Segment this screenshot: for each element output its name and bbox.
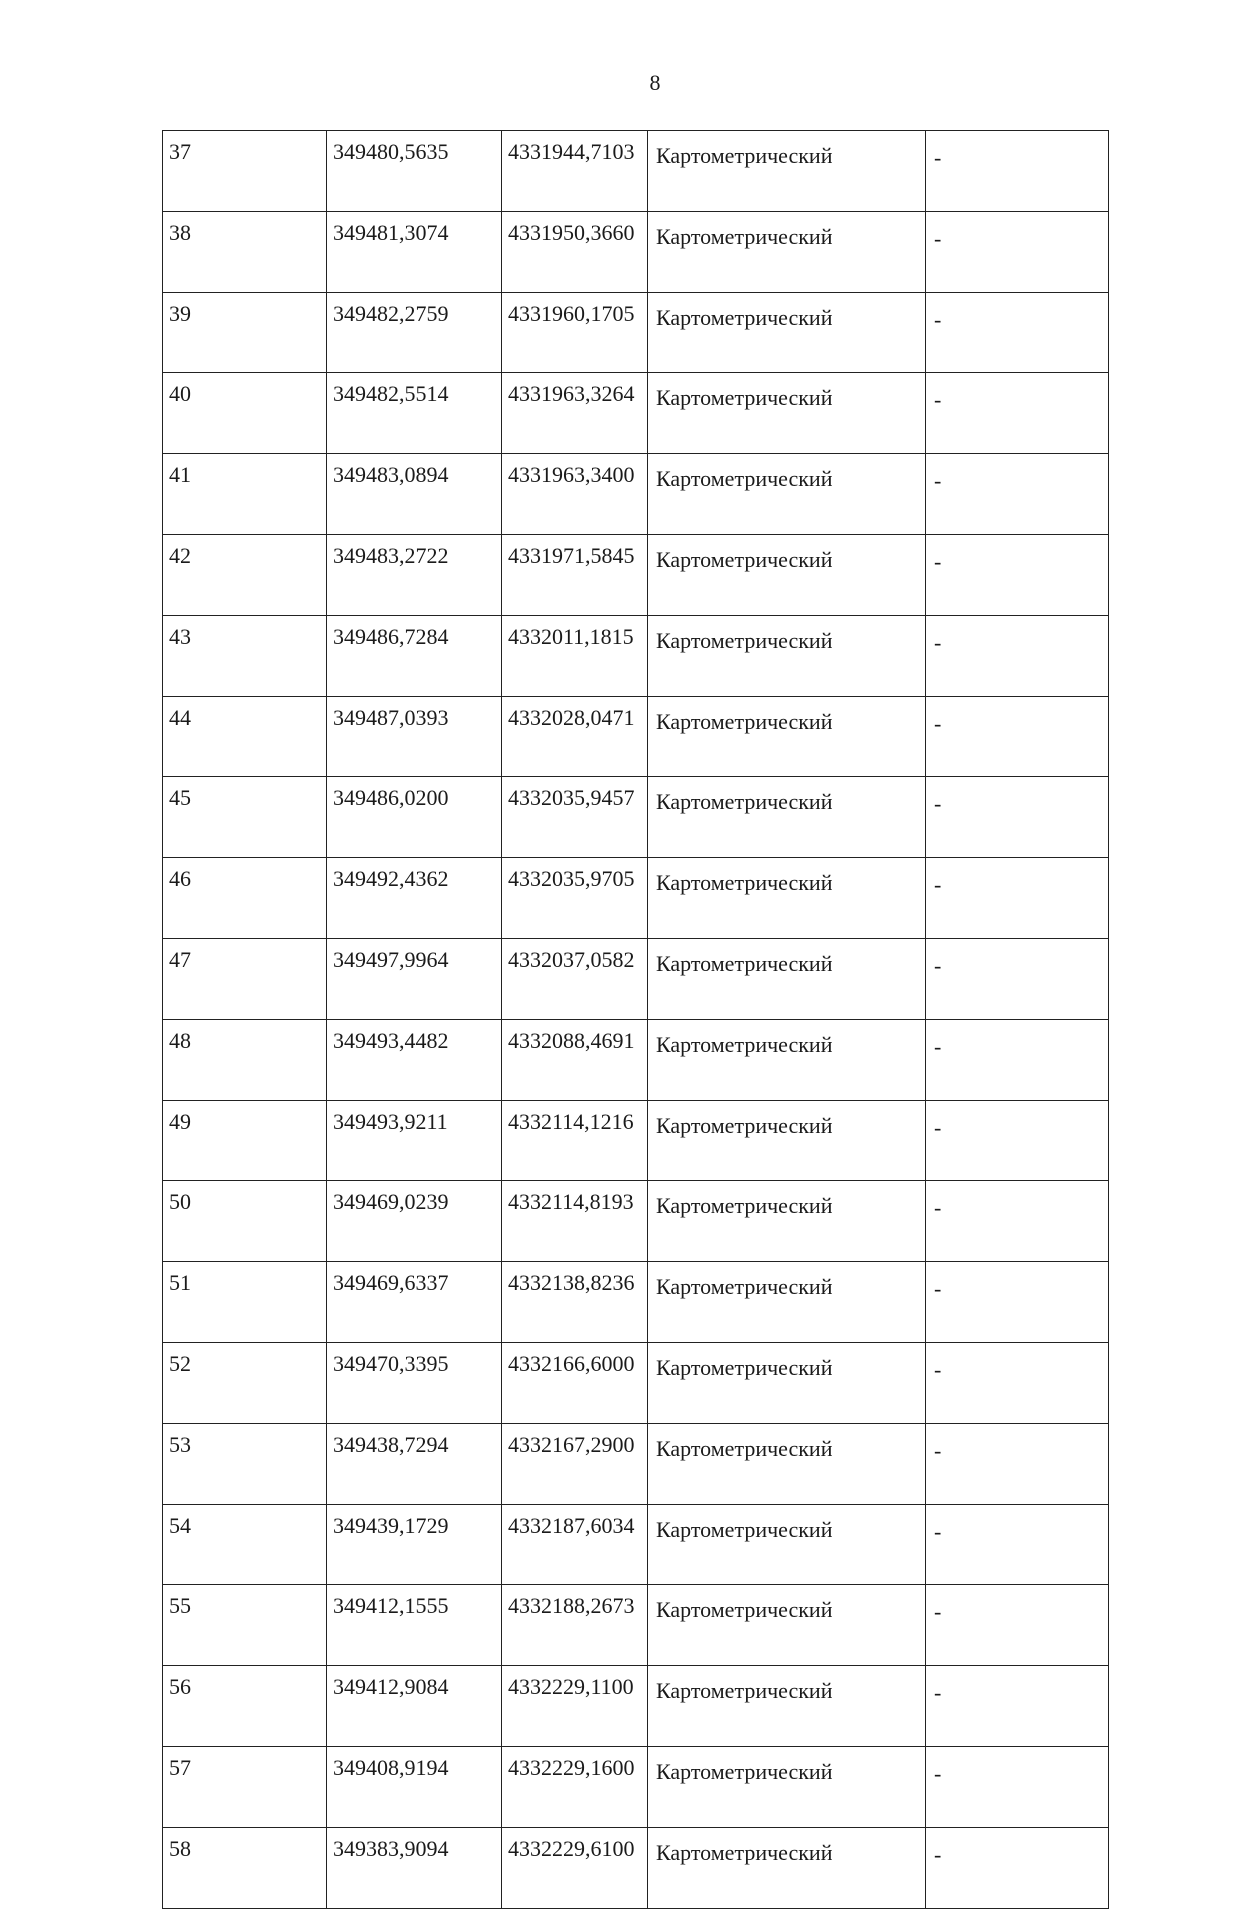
- table-row: [163, 292, 1109, 373]
- y-coordinate-cell: 4332229,6100: [502, 1827, 648, 1908]
- method-cell: Картометрический: [648, 211, 926, 292]
- y-coordinate-cell: 4332166,6000: [502, 1342, 648, 1423]
- x-coordinate-cell: 349480,5635: [327, 131, 502, 212]
- method-cell: Картометрический: [648, 1746, 926, 1827]
- note-cell: -: [926, 1585, 1109, 1666]
- y-coordinate-cell: 4332028,0471: [502, 696, 648, 777]
- x-coordinate-cell: 349469,0239: [327, 1181, 502, 1262]
- method-cell: Картометрический: [648, 1585, 926, 1666]
- y-coordinate-cell: 4332167,2900: [502, 1423, 648, 1504]
- method-cell: Картометрический: [648, 1423, 926, 1504]
- y-coordinate-cell: 4332035,9457: [502, 777, 648, 858]
- x-coordinate-cell: 349486,0200: [327, 777, 502, 858]
- point-number-cell: 55: [163, 1585, 327, 1666]
- table-row: [163, 1504, 1109, 1585]
- x-coordinate-cell: 349469,6337: [327, 1262, 502, 1343]
- point-number-cell: 53: [163, 1423, 327, 1504]
- x-coordinate-cell: 349493,4482: [327, 1019, 502, 1100]
- point-number-cell: 49: [163, 1100, 327, 1181]
- note-cell: -: [926, 777, 1109, 858]
- point-number-cell: 56: [163, 1666, 327, 1747]
- note-cell: -: [926, 373, 1109, 454]
- point-number-cell: 38: [163, 211, 327, 292]
- note-cell: -: [926, 131, 1109, 212]
- method-cell: Картометрический: [648, 131, 926, 212]
- x-coordinate-cell: 349481,3074: [327, 211, 502, 292]
- y-coordinate-cell: 4332229,1100: [502, 1666, 648, 1747]
- coordinates-table-body: [163, 131, 1109, 1909]
- method-cell: Картометрический: [648, 615, 926, 696]
- method-cell: Картометрический: [648, 1827, 926, 1908]
- method-cell: Картометрический: [648, 1666, 926, 1747]
- page-number: 8: [649, 70, 661, 95]
- method-cell: Картометрический: [648, 777, 926, 858]
- note-cell: -: [926, 938, 1109, 1019]
- y-coordinate-cell: 4331963,3264: [502, 373, 648, 454]
- y-coordinate-cell: 4331944,7103: [502, 131, 648, 212]
- point-number-cell: 48: [163, 1019, 327, 1100]
- method-cell: Картометрический: [648, 1100, 926, 1181]
- table-row: [163, 1342, 1109, 1423]
- note-cell: -: [926, 1666, 1109, 1747]
- table-row: [163, 615, 1109, 696]
- method-cell: Картометрический: [648, 1504, 926, 1585]
- table-row: [163, 1181, 1109, 1262]
- y-coordinate-cell: 4332037,0582: [502, 938, 648, 1019]
- method-cell: Картометрический: [648, 454, 926, 535]
- note-cell: -: [926, 1827, 1109, 1908]
- table-row: [163, 938, 1109, 1019]
- point-number-cell: 37: [163, 131, 327, 212]
- point-number-cell: 45: [163, 777, 327, 858]
- y-coordinate-cell: 4332188,2673: [502, 1585, 648, 1666]
- y-coordinate-cell: 4331963,3400: [502, 454, 648, 535]
- note-cell: -: [926, 1423, 1109, 1504]
- y-coordinate-cell: 4332114,1216: [502, 1100, 648, 1181]
- x-coordinate-cell: 349470,3395: [327, 1342, 502, 1423]
- point-number-cell: 54: [163, 1504, 327, 1585]
- point-number-cell: 47: [163, 938, 327, 1019]
- note-cell: -: [926, 292, 1109, 373]
- x-coordinate-cell: 349487,0393: [327, 696, 502, 777]
- x-coordinate-cell: 349483,0894: [327, 454, 502, 535]
- note-cell: -: [926, 1262, 1109, 1343]
- y-coordinate-cell: 4332011,1815: [502, 615, 648, 696]
- y-coordinate-cell: 4331960,1705: [502, 292, 648, 373]
- y-coordinate-cell: 4332035,9705: [502, 858, 648, 939]
- note-cell: -: [926, 1019, 1109, 1100]
- y-coordinate-cell: 4331971,5845: [502, 534, 648, 615]
- x-coordinate-cell: 349482,5514: [327, 373, 502, 454]
- y-coordinate-cell: 4331950,3660: [502, 211, 648, 292]
- x-coordinate-cell: 349408,9194: [327, 1746, 502, 1827]
- y-coordinate-cell: 4332138,8236: [502, 1262, 648, 1343]
- note-cell: -: [926, 696, 1109, 777]
- table-row: [163, 1100, 1109, 1181]
- method-cell: Картометрический: [648, 1181, 926, 1262]
- table-row: [163, 1019, 1109, 1100]
- method-cell: Картометрический: [648, 858, 926, 939]
- x-coordinate-cell: 349412,9084: [327, 1666, 502, 1747]
- note-cell: -: [926, 1342, 1109, 1423]
- x-coordinate-cell: 349497,9964: [327, 938, 502, 1019]
- x-coordinate-cell: 349493,9211: [327, 1100, 502, 1181]
- method-cell: Картометрический: [648, 1342, 926, 1423]
- y-coordinate-cell: 4332114,8193: [502, 1181, 648, 1262]
- method-cell: Картометрический: [648, 696, 926, 777]
- table-row: [163, 777, 1109, 858]
- point-number-cell: 42: [163, 534, 327, 615]
- table-row: [163, 211, 1109, 292]
- method-cell: Картометрический: [648, 938, 926, 1019]
- point-number-cell: 43: [163, 615, 327, 696]
- table-row: [163, 696, 1109, 777]
- note-cell: -: [926, 615, 1109, 696]
- point-number-cell: 46: [163, 858, 327, 939]
- note-cell: -: [926, 1504, 1109, 1585]
- method-cell: Картометрический: [648, 292, 926, 373]
- table-row: [163, 534, 1109, 615]
- coordinates-table: [162, 130, 1109, 1909]
- table-row: [163, 1746, 1109, 1827]
- note-cell: -: [926, 454, 1109, 535]
- table-row: [163, 1262, 1109, 1343]
- table-row: [163, 1827, 1109, 1908]
- y-coordinate-cell: 4332187,6034: [502, 1504, 648, 1585]
- point-number-cell: 51: [163, 1262, 327, 1343]
- table-row: [163, 858, 1109, 939]
- note-cell: -: [926, 1181, 1109, 1262]
- point-number-cell: 52: [163, 1342, 327, 1423]
- table-row: [163, 1585, 1109, 1666]
- x-coordinate-cell: 349439,1729: [327, 1504, 502, 1585]
- method-cell: Картометрический: [648, 1019, 926, 1100]
- note-cell: -: [926, 211, 1109, 292]
- note-cell: -: [926, 858, 1109, 939]
- note-cell: -: [926, 534, 1109, 615]
- x-coordinate-cell: 349383,9094: [327, 1827, 502, 1908]
- point-number-cell: 41: [163, 454, 327, 535]
- x-coordinate-cell: 349483,2722: [327, 534, 502, 615]
- y-coordinate-cell: 4332088,4691: [502, 1019, 648, 1100]
- x-coordinate-cell: 349492,4362: [327, 858, 502, 939]
- point-number-cell: 58: [163, 1827, 327, 1908]
- y-coordinate-cell: 4332229,1600: [502, 1746, 648, 1827]
- point-number-cell: 40: [163, 373, 327, 454]
- note-cell: -: [926, 1746, 1109, 1827]
- note-cell: -: [926, 1100, 1109, 1181]
- x-coordinate-cell: 349486,7284: [327, 615, 502, 696]
- method-cell: Картометрический: [648, 534, 926, 615]
- table-row: [163, 1666, 1109, 1747]
- method-cell: Картометрический: [648, 373, 926, 454]
- table-row: [163, 454, 1109, 535]
- point-number-cell: 50: [163, 1181, 327, 1262]
- table-row: [163, 1423, 1109, 1504]
- point-number-cell: 44: [163, 696, 327, 777]
- x-coordinate-cell: 349482,2759: [327, 292, 502, 373]
- method-cell: Картометрический: [648, 1262, 926, 1343]
- x-coordinate-cell: 349412,1555: [327, 1585, 502, 1666]
- table-row: [163, 373, 1109, 454]
- point-number-cell: 39: [163, 292, 327, 373]
- x-coordinate-cell: 349438,7294: [327, 1423, 502, 1504]
- point-number-cell: 57: [163, 1746, 327, 1827]
- table-row: [163, 131, 1109, 212]
